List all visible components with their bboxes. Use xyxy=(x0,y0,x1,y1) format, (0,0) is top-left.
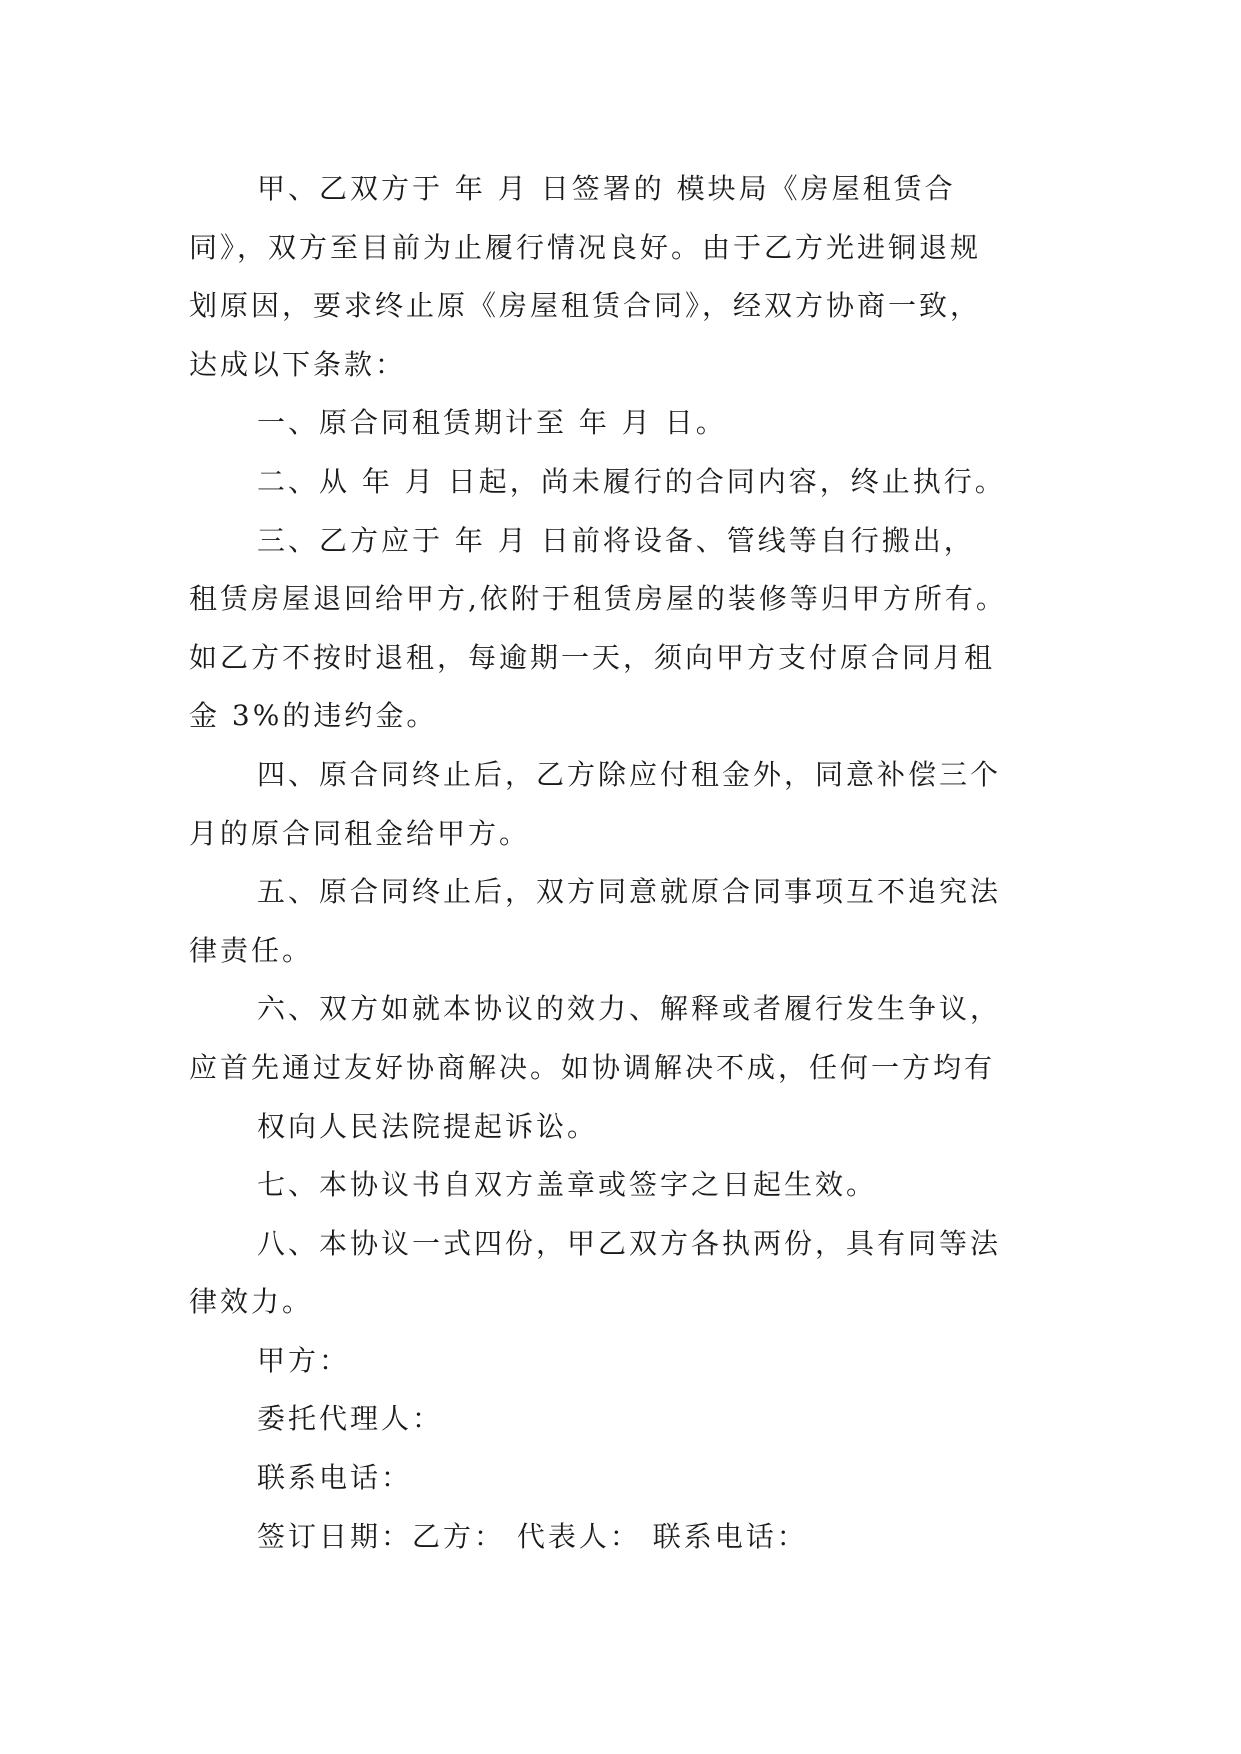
paragraph-intro-line: 同》，双方至目前为止履行情况良好。由于乙方光进铜退规 xyxy=(189,230,982,264)
clause-3-line: 如乙方不按时退租，每逾期一天，须向甲方支付原合同月租 xyxy=(189,640,996,674)
clause-3-line: 三、乙方应于 年 月 日前将设备、管线等自行搬出， xyxy=(257,523,975,557)
signature-phone: 联系电话： xyxy=(257,1461,413,1495)
clause-6-line: 六、双方如就本协议的效力、解释或者履行发生争议， xyxy=(257,992,1002,1026)
clause-1-line: 一、原合同租赁期计至 年 月 日。 xyxy=(257,406,727,440)
paragraph-intro-line: 划原因，要求终止原《房屋租赁合同》，经双方协商一致， xyxy=(189,289,982,323)
clause-5-line: 五、原合同终止后，双方同意就原合同事项互不追究法 xyxy=(257,875,1002,909)
clause-2-line: 二、从 年 月 日起，尚未履行的合同内容，终止执行。 xyxy=(257,464,1006,498)
clause-4-line: 四、原合同终止后，乙方除应付租金外，同意补偿三个 xyxy=(257,757,1002,791)
clause-3-line: 租赁房屋退回给甲方,依附于租赁房屋的装修等归甲方所有。 xyxy=(189,582,1007,616)
clause-4-line: 月的原合同租金给甲方。 xyxy=(189,816,531,850)
clause-7-line: 七、本协议书自双方盖章或签字之日起生效。 xyxy=(257,1168,878,1202)
document-body xyxy=(189,160,1059,1566)
clause-3-line: 金 3%的违约金。 xyxy=(189,699,438,733)
clause-6-line: 权向人民法院提起诉讼。 xyxy=(257,1109,599,1143)
clause-5-line: 律责任。 xyxy=(189,933,314,967)
signature-date-party-b: 签订日期：乙方： 代表人： 联系电话： xyxy=(257,1519,808,1553)
signature-party-a: 甲方： xyxy=(257,1343,351,1377)
clause-8-line: 八、本协议一式四份，甲乙双方各执两份，具有同等法 xyxy=(257,1226,1002,1260)
signature-agent: 委托代理人： xyxy=(257,1402,444,1436)
paragraph-intro-line: 甲、乙双方于 年 月 日签署的 模块局《房屋租赁合 xyxy=(257,172,956,205)
clause-8-line: 律效力。 xyxy=(189,1285,314,1319)
clause-6-line: 应首先通过友好协商解决。如协调解决不成，任何一方均有 xyxy=(189,1050,996,1084)
paragraph-intro-line: 达成以下条款： xyxy=(189,347,407,381)
